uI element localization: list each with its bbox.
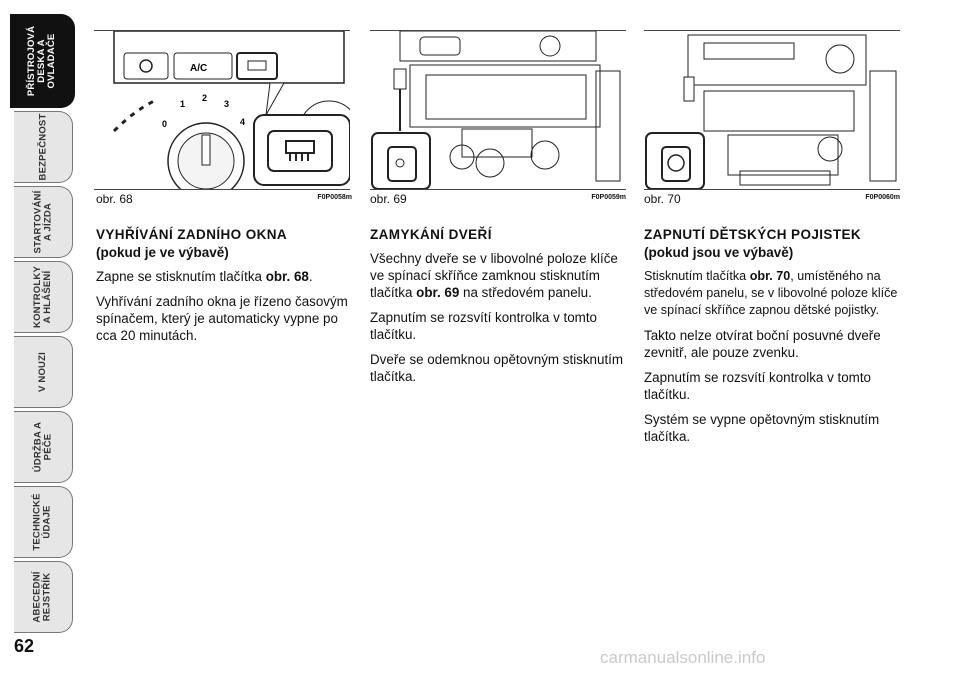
section-heading bbox=[96, 226, 352, 262]
section-heated-rear-window bbox=[96, 226, 352, 352]
figure-label: obr. 70 bbox=[644, 192, 681, 206]
section-subtitle: (pokud jsou ve výbavě) bbox=[644, 245, 794, 260]
figure-70 bbox=[644, 30, 900, 190]
door-lock-panel-illustration bbox=[370, 31, 626, 189]
figure-label: obr. 68 bbox=[96, 192, 133, 206]
figure-70-caption bbox=[644, 192, 900, 206]
section-subtitle: (pokud je ve výbavě) bbox=[96, 245, 229, 260]
paragraph: Zapnutím se rozsvítí kontrolka v tomto tlačítku. bbox=[370, 310, 597, 342]
figure-reference: obr. 68 bbox=[265, 269, 309, 284]
figure-reference: obr. 70 bbox=[749, 269, 791, 283]
section-title: VYHŘÍVÁNÍ ZADNÍHO OKNA bbox=[96, 227, 288, 242]
ac-button-label: A/C bbox=[190, 63, 208, 74]
figure-68-caption bbox=[96, 192, 352, 206]
figure-69-caption bbox=[370, 192, 626, 206]
figure-68 bbox=[94, 30, 350, 190]
paragraph bbox=[370, 250, 626, 301]
tab-label: ABECEDNÍ REJSTŘÍK bbox=[32, 571, 53, 623]
text: Všechny dveře se v libovolné poloze klíče ve spínací skříňce zamknou stisknutím tlačítka bbox=[370, 251, 618, 300]
figure-label: obr. 69 bbox=[370, 192, 407, 206]
section-door-locking bbox=[370, 226, 626, 393]
dial-label: 0 bbox=[162, 119, 168, 129]
tab-abecedni-rejstrik[interactable] bbox=[14, 561, 73, 633]
paragraph: Dveře se odemknou opětovným stisknutím tlačítka. bbox=[370, 352, 624, 384]
tab-label: PŘÍSTROJOVÁ DESKA A OVLADAČE bbox=[26, 25, 58, 97]
tab-pristrojova-deska[interactable] bbox=[10, 14, 75, 108]
tab-label: V NOUZI bbox=[37, 352, 48, 392]
tab-label: STARTOVÁNÍ A JÍZDA bbox=[32, 190, 53, 254]
tab-label: ÚDRŽBA A PÉČE bbox=[31, 421, 53, 473]
section-child-locks bbox=[644, 226, 900, 453]
paragraph bbox=[96, 268, 352, 285]
tab-technicke-udaje[interactable] bbox=[14, 486, 73, 558]
section-heading bbox=[644, 226, 900, 262]
paragraph: Vyhřívání zadního okna je řízeno časovým spínačem, který je automaticky vypne po cca 20 minutách. bbox=[96, 294, 348, 343]
tab-label: TECHNICKÉ ÚDAJE bbox=[32, 493, 53, 551]
tab-label: BEZPEČNOST bbox=[37, 113, 48, 181]
section-title: ZAMYKÁNÍ DVEŘÍ bbox=[370, 227, 492, 242]
section-title: ZAPNUTÍ DĚTSKÝCH POJISTEK bbox=[644, 227, 862, 242]
section-heading bbox=[370, 226, 626, 244]
figure-69 bbox=[370, 30, 626, 190]
dial-label: 2 bbox=[202, 93, 208, 103]
figure-code: F0P0060m bbox=[865, 194, 900, 201]
figure-reference: obr. 69 bbox=[416, 285, 460, 300]
paragraph: Zapnutím se rozsvítí kontrolka v tomto tlačítku. bbox=[644, 370, 871, 402]
tab-label: KONTROLKY A HLÁŠENÍ bbox=[32, 266, 53, 328]
text: , umístěného na středovém panelu, se v libovolné poloze klíče ve spínací skříňce zapnou dětské pojistky. bbox=[644, 269, 898, 317]
dial-label: 1 bbox=[180, 99, 186, 109]
paragraph: Takto nelze otvírat boční posuvné dveře zevnitř, ale pouze zvenku. bbox=[644, 328, 881, 360]
child-lock-panel-illustration bbox=[644, 31, 900, 189]
page-number: 62 bbox=[14, 636, 35, 656]
heated-rear-window-panel-illustration bbox=[94, 31, 350, 189]
text: na středovém panelu. bbox=[459, 285, 592, 300]
tab-startovani[interactable] bbox=[14, 186, 73, 258]
figure-code: F0P0059m bbox=[591, 194, 626, 201]
watermark: carmanualsonline.info bbox=[600, 648, 766, 667]
tab-udrzba[interactable] bbox=[14, 411, 73, 483]
paragraph bbox=[644, 268, 900, 319]
dial-label: 4 bbox=[240, 117, 246, 127]
tab-v-nouzi[interactable] bbox=[14, 336, 73, 408]
dial-label: 3 bbox=[224, 99, 230, 109]
paragraph: Systém se vypne opětovným stisknutím tlačítka. bbox=[644, 412, 880, 444]
tab-kontrolky[interactable] bbox=[14, 261, 73, 333]
text: . bbox=[308, 269, 313, 284]
text: Stisknutím tlačítka bbox=[644, 269, 750, 283]
section-tabs bbox=[0, 0, 78, 640]
tab-bezpecnost[interactable] bbox=[14, 111, 73, 183]
text: Zapne se stisknutím tlačítka bbox=[96, 269, 266, 284]
figure-code: F0P0058m bbox=[317, 194, 352, 201]
